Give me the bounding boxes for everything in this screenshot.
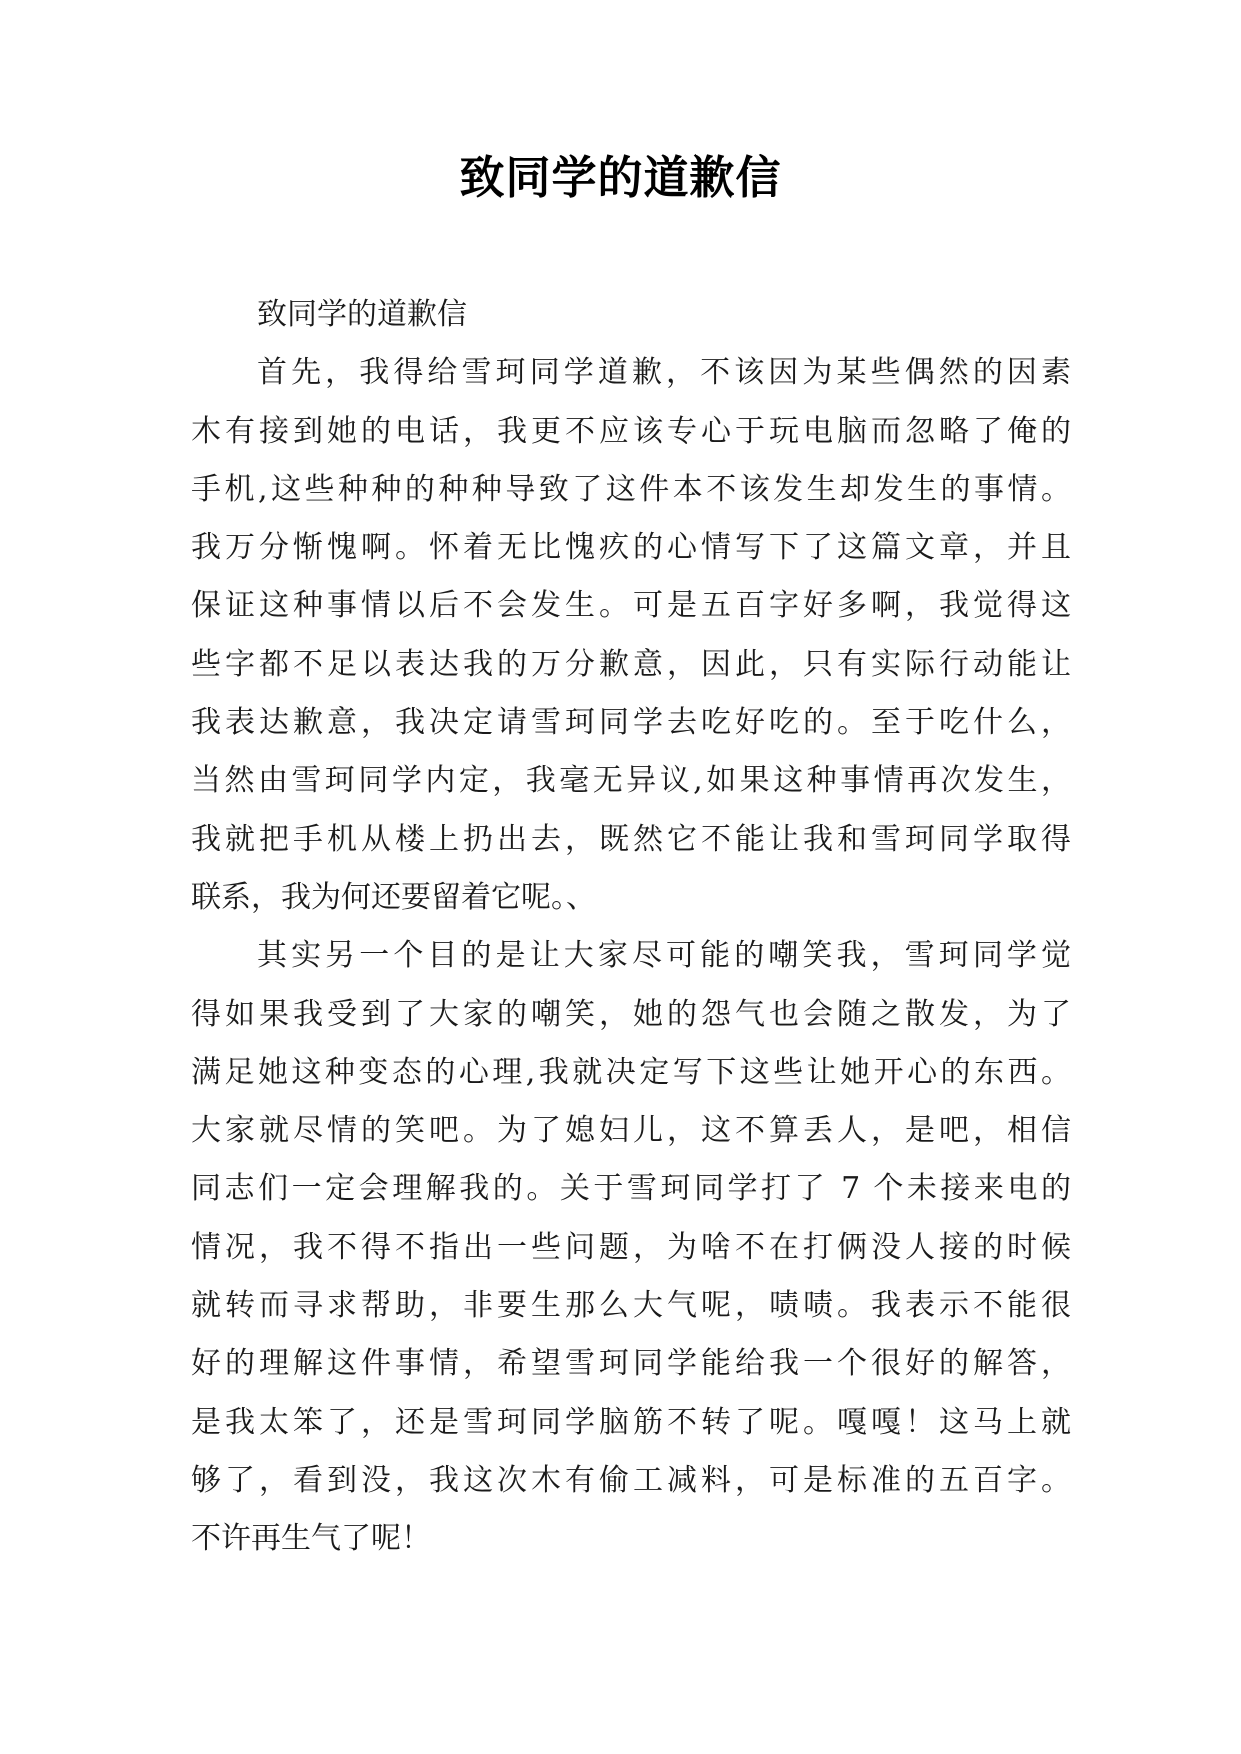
body-line: 首先，我得给雪珂同学道歉，不该因为某些偶然的因素 bbox=[257, 355, 1071, 391]
body-line: 些字都不足以表达我的万分歉意，因此，只有实际行动能让 bbox=[191, 646, 1071, 682]
document-title: 致同学的道歉信 bbox=[459, 151, 782, 204]
body-line: 致同学的道歉信 bbox=[257, 297, 467, 332]
body-line: 当然由雪珂同学内定，我毫无异议,如果这种事情再次发生， bbox=[191, 763, 1071, 799]
body-line: 我就把手机从楼上扔出去，既然它不能让我和雪珂同学取得 bbox=[191, 821, 1071, 857]
body-line: 联系，我为何还要留着它呢。、 bbox=[191, 879, 596, 915]
document-body bbox=[191, 286, 1071, 1569]
body-line: 满足她这种变态的心理,我就决定写下这些让她开心的东西。 bbox=[191, 1054, 1071, 1090]
body-line: 好的理解这件事情，希望雪珂同学能给我一个很好的解答， bbox=[191, 1346, 1071, 1382]
body-line: 就转而寻求帮助，非要生那么大气呢，啧啧。我表示不能很 bbox=[191, 1288, 1071, 1324]
body-line: 保证这种事情以后不会发生。可是五百字好多啊，我觉得这 bbox=[191, 588, 1071, 624]
body-line: 够了，看到没，我这次木有偷工减料，可是标准的五百字。 bbox=[191, 1462, 1071, 1498]
body-line: 我表达歉意，我决定请雪珂同学去吃好吃的。至于吃什么， bbox=[191, 705, 1071, 741]
body-line: 其实另一个目的是让大家尽可能的嘲笑我，雪珂同学觉 bbox=[257, 938, 1071, 974]
body-line: 情况，我不得不指出一些问题，为啥不在打俩没人接的时候 bbox=[191, 1229, 1071, 1265]
body-line: 木有接到她的电话，我更不应该专心于玩电脑而忽略了俺的 bbox=[191, 413, 1071, 449]
body-line: 手机,这些种种的种种导致了这件本不该发生却发生的事情。 bbox=[191, 471, 1071, 507]
body-line: 大家就尽情的笑吧。为了媳妇儿，这不算丢人，是吧，相信 bbox=[191, 1113, 1071, 1149]
body-line: 得如果我受到了大家的嘲笑，她的怨气也会随之散发，为了 bbox=[191, 996, 1071, 1032]
body-line: 同志们一定会理解我的。关于雪珂同学打了 7 个未接来电的 bbox=[191, 1171, 1071, 1207]
body-line: 我万分惭愧啊。怀着无比愧疚的心情写下了这篇文章，并且 bbox=[191, 530, 1071, 566]
body-line: 是我太笨了，还是雪珂同学脑筋不转了呢。嘎嘎！这马上就 bbox=[191, 1404, 1071, 1440]
body-line: 不许再生气了呢！ bbox=[191, 1521, 431, 1557]
